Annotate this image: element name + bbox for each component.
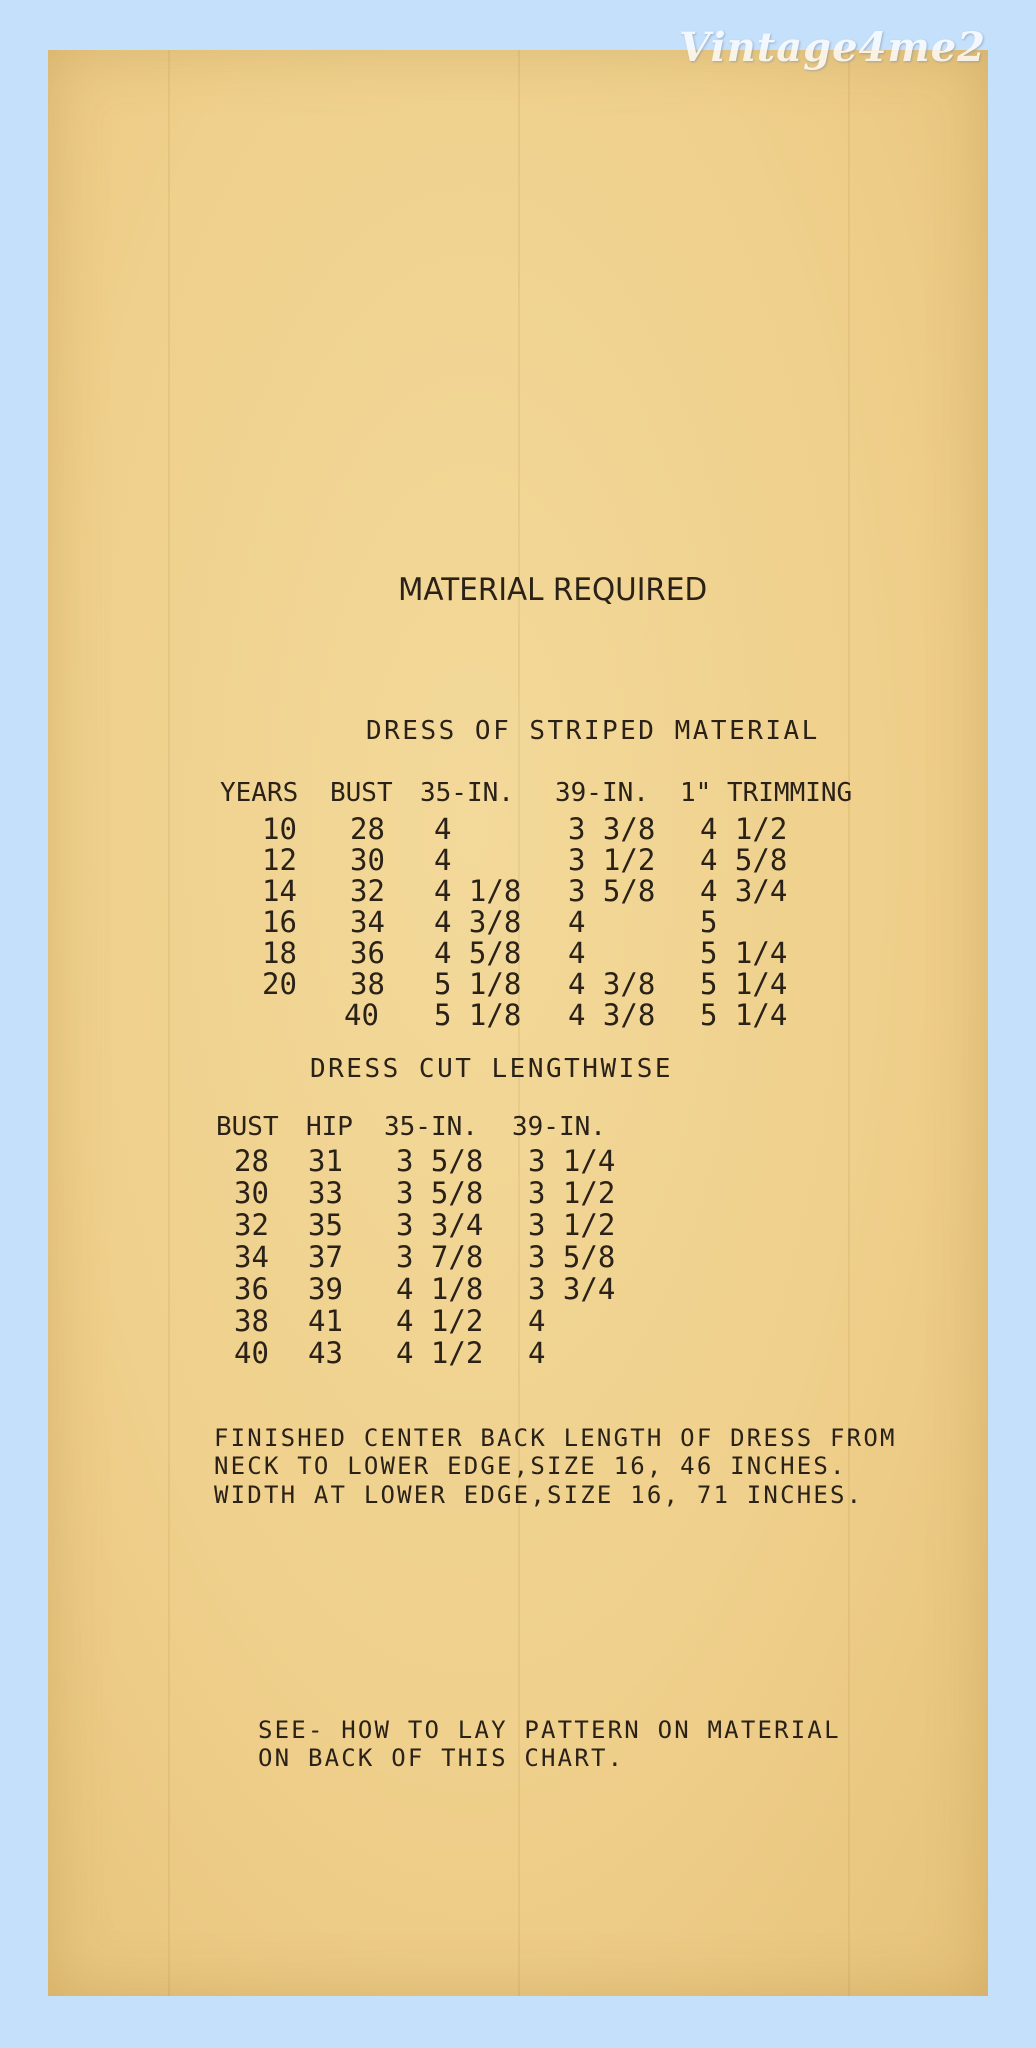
trimming-cell: 5 bbox=[700, 905, 718, 939]
width-39-cell: 3 5/8 bbox=[528, 1240, 616, 1274]
table-row bbox=[0, 1336, 1036, 1368]
column-header: 1" TRIMMING bbox=[680, 778, 853, 808]
table-row bbox=[0, 1272, 1036, 1304]
finished-length-line: FINISHED CENTER BACK LENGTH OF DRESS FROM bbox=[214, 1424, 897, 1452]
bust-cell: 30 bbox=[350, 843, 385, 877]
lengthwise-section-heading: DRESS CUT LENGTHWISE bbox=[310, 1054, 674, 1084]
bust-cell: 38 bbox=[350, 967, 385, 1001]
table-row bbox=[0, 874, 1036, 906]
bust-cell: 30 bbox=[234, 1176, 269, 1210]
years-cell: 18 bbox=[262, 936, 297, 970]
width-35-cell: 3 5/8 bbox=[396, 1144, 484, 1178]
bust-cell: 28 bbox=[350, 812, 385, 846]
hip-cell: 41 bbox=[308, 1304, 343, 1338]
bust-cell: 32 bbox=[350, 874, 385, 908]
width-35-cell: 4 5/8 bbox=[434, 936, 522, 970]
column-header: HIP bbox=[306, 1112, 353, 1142]
lengthwise-header-row bbox=[0, 1112, 1036, 1144]
years-cell: 20 bbox=[262, 967, 297, 1001]
width-35-cell: 3 3/4 bbox=[396, 1208, 484, 1242]
width-39-cell: 3 3/8 bbox=[568, 812, 656, 846]
see-note-line: SEE- HOW TO LAY PATTERN ON MATERIAL bbox=[258, 1716, 841, 1744]
width-39-cell: 3 5/8 bbox=[568, 874, 656, 908]
table-row bbox=[0, 1208, 1036, 1240]
bust-cell: 32 bbox=[234, 1208, 269, 1242]
column-header: 39-IN. bbox=[555, 778, 649, 808]
hip-cell: 35 bbox=[308, 1208, 343, 1242]
striped-section-heading: DRESS OF STRIPED MATERIAL bbox=[366, 716, 820, 746]
years-cell: 16 bbox=[262, 905, 297, 939]
width-39-cell: 3 3/4 bbox=[528, 1272, 616, 1306]
trimming-cell: 4 5/8 bbox=[700, 843, 788, 877]
years-cell: 12 bbox=[262, 843, 297, 877]
table-row bbox=[0, 905, 1036, 937]
bust-cell: 34 bbox=[350, 905, 385, 939]
bust-cell: 28 bbox=[234, 1144, 269, 1178]
table-row bbox=[0, 1144, 1036, 1176]
trimming-cell: 4 3/4 bbox=[700, 874, 788, 908]
width-39-cell: 3 1/2 bbox=[528, 1176, 616, 1210]
table-row bbox=[0, 936, 1036, 968]
striped-header-row bbox=[0, 778, 1036, 810]
width-39-cell: 4 bbox=[528, 1304, 546, 1338]
width-35-cell: 4 1/2 bbox=[396, 1336, 484, 1370]
width-35-cell: 4 3/8 bbox=[434, 905, 522, 939]
hip-cell: 37 bbox=[308, 1240, 343, 1274]
table-row bbox=[0, 998, 1036, 1030]
trimming-cell: 5 1/4 bbox=[700, 998, 788, 1032]
finished-length-line: NECK TO LOWER EDGE,SIZE 16, 46 INCHES. bbox=[214, 1452, 847, 1480]
width-35-cell: 5 1/8 bbox=[434, 967, 522, 1001]
hip-cell: 33 bbox=[308, 1176, 343, 1210]
width-35-cell: 3 7/8 bbox=[396, 1240, 484, 1274]
trimming-cell: 5 1/4 bbox=[700, 967, 788, 1001]
table-row bbox=[0, 1304, 1036, 1336]
width-39-cell: 3 1/4 bbox=[528, 1144, 616, 1178]
column-header: 35-IN. bbox=[384, 1112, 478, 1142]
bust-cell: 34 bbox=[234, 1240, 269, 1274]
width-35-cell: 4 bbox=[434, 843, 452, 877]
width-35-cell: 4 1/2 bbox=[396, 1304, 484, 1338]
page-title: MATERIAL REQUIRED bbox=[398, 572, 708, 608]
hip-cell: 43 bbox=[308, 1336, 343, 1370]
watermark: Vintage4me2 bbox=[679, 24, 986, 71]
column-header: 35-IN. bbox=[420, 778, 514, 808]
years-cell: 10 bbox=[262, 812, 297, 846]
column-header: 39-IN. bbox=[512, 1112, 606, 1142]
table-row bbox=[0, 1176, 1036, 1208]
bust-cell: 40 bbox=[344, 998, 379, 1032]
width-39-cell: 3 1/2 bbox=[568, 843, 656, 877]
column-header: BUST bbox=[330, 778, 393, 808]
width-39-cell: 4 bbox=[568, 905, 586, 939]
years-cell: 14 bbox=[262, 874, 297, 908]
width-35-cell: 4 bbox=[434, 812, 452, 846]
width-35-cell: 4 1/8 bbox=[434, 874, 522, 908]
width-35-cell: 4 1/8 bbox=[396, 1272, 484, 1306]
hip-cell: 31 bbox=[308, 1144, 343, 1178]
hip-cell: 39 bbox=[308, 1272, 343, 1306]
width-35-cell: 3 5/8 bbox=[396, 1176, 484, 1210]
width-39-cell: 4 bbox=[528, 1336, 546, 1370]
column-header: YEARS bbox=[220, 778, 299, 808]
bust-cell: 38 bbox=[234, 1304, 269, 1338]
trimming-cell: 4 1/2 bbox=[700, 812, 788, 846]
table-row bbox=[0, 967, 1036, 999]
finished-width-line: WIDTH AT LOWER EDGE,SIZE 16, 71 INCHES. bbox=[214, 1481, 864, 1509]
width-39-cell: 4 3/8 bbox=[568, 998, 656, 1032]
width-35-cell: 5 1/8 bbox=[434, 998, 522, 1032]
column-header: BUST bbox=[216, 1112, 279, 1142]
bust-cell: 36 bbox=[234, 1272, 269, 1306]
trimming-cell: 5 1/4 bbox=[700, 936, 788, 970]
bust-cell: 40 bbox=[234, 1336, 269, 1370]
width-39-cell: 4 3/8 bbox=[568, 967, 656, 1001]
see-note-line: ON BACK OF THIS CHART. bbox=[258, 1744, 625, 1772]
width-39-cell: 4 bbox=[568, 936, 586, 970]
table-row bbox=[0, 812, 1036, 844]
table-row bbox=[0, 843, 1036, 875]
width-39-cell: 3 1/2 bbox=[528, 1208, 616, 1242]
bust-cell: 36 bbox=[350, 936, 385, 970]
table-row bbox=[0, 1240, 1036, 1272]
